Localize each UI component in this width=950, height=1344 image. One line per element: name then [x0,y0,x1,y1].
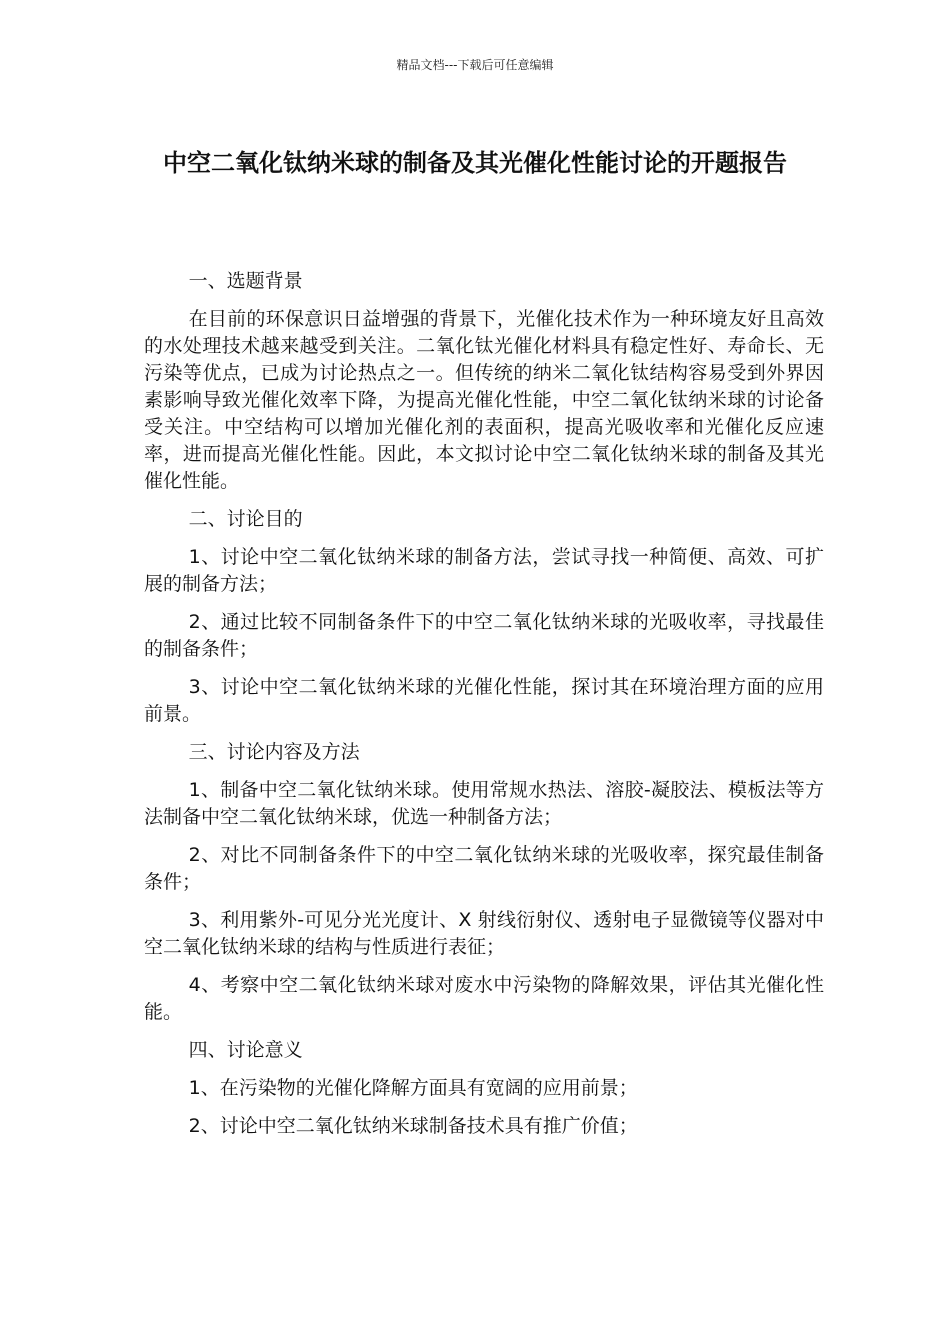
paragraph: 1、制备中空二氧化钛纳米球。使用常规水热法、溶胶-凝胶法、模板法等方法制备中空二氧化钛纳米球，优选一种制备方法； [144,779,824,828]
paragraph: 2、通过比较不同制备条件下的中空二氧化钛纳米球的光吸收率，寻找最佳的制备条件； [144,611,824,660]
document-title: 中空二氧化钛纳米球的制备及其光催化性能讨论的开题报告 [163,149,787,177]
paragraph: 3、讨论中空二氧化钛纳米球的光催化性能，探讨其在环境治理方面的应用前景。 [144,676,824,725]
section-heading-content-methods: 三、讨论内容及方法 [188,741,360,763]
header-note: 精品文档---下载后可任意编辑 [396,58,554,72]
section-heading-purpose: 二、讨论目的 [188,508,303,530]
paragraph: 4、考察中空二氧化钛纳米球对废水中污染物的降解效果，评估其光催化性能。 [144,974,824,1023]
section-heading-background: 一、选题背景 [188,270,303,292]
paragraph: 2、讨论中空二氧化钛纳米球制备技术具有推广价值； [188,1115,638,1137]
paragraph: 3、利用紫外-可见分光光度计、X 射线衍射仪、透射电子显微镜等仪器对中空二氧化钛纳米球的结构与性质进行表征； [144,909,824,958]
paragraph: 1、讨论中空二氧化钛纳米球的制备方法，尝试寻找一种简便、高效、可扩展的制备方法； [144,546,824,595]
paragraph: 2、对比不同制备条件下的中空二氧化钛纳米球的光吸收率，探究最佳制备条件； [144,844,824,893]
paragraph: 1、在污染物的光催化降解方面具有宽阔的应用前景； [188,1077,638,1099]
section-heading-significance: 四、讨论意义 [188,1039,303,1061]
document-body [144,268,824,1151]
paragraph: 在目前的环保意识日益增强的背景下，光催化技术作为一种环境友好且高效的水处理技术越来越受到关注。二氧化钛光催化材料具有稳定性好、寿命长、无污染等优点，已成为讨论热点之一。但传统的纳米二氧化钛结构容易受到外界因素影响导致光催化效率下降，为提高光催化性能，中空二氧化钛纳米球的讨论备受关注。中空结构可以增加光催化剂的表面积，提高光吸收率和光催化反应速率，进而提高光催化性能。因此，本文拟讨论中空二氧化钛纳米球的制备及其光催化性能。 [144,308,824,492]
